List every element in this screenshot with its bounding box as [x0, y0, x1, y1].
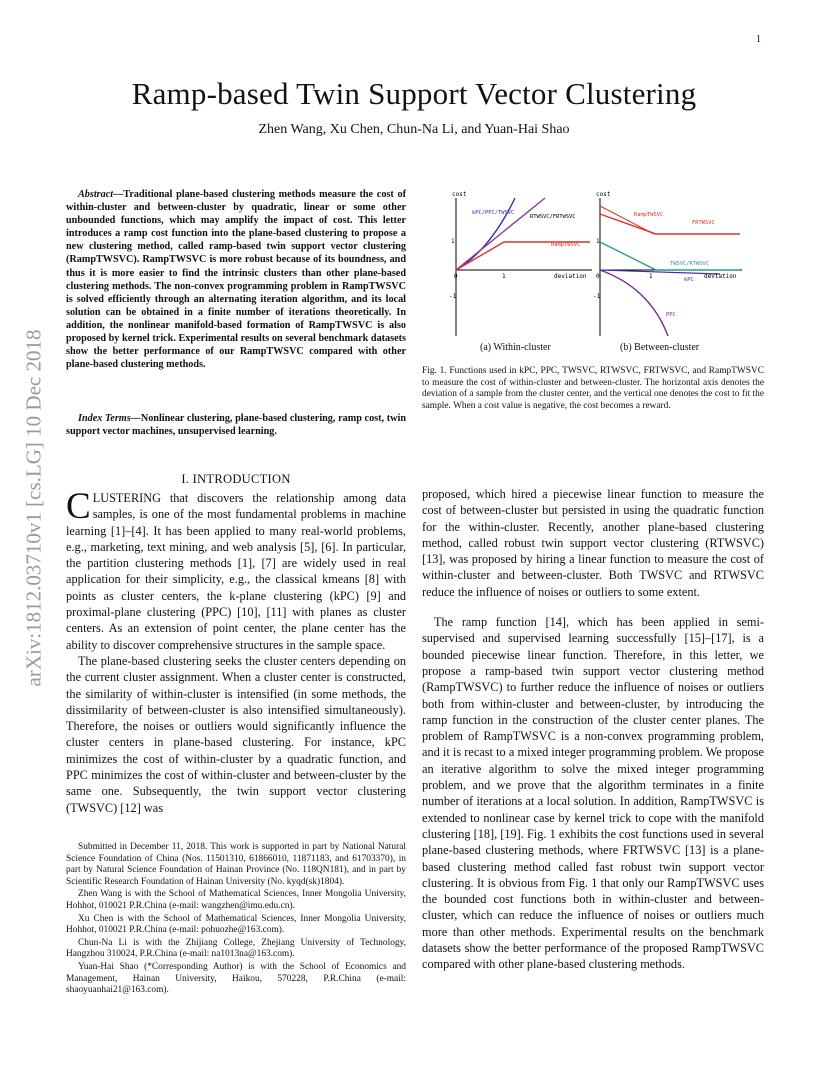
footnotes [66, 842, 406, 998]
dropcap: C [66, 486, 91, 527]
panel-b-tick-y-one: 1 [596, 238, 600, 245]
panel-a-xlabel: deviation [554, 273, 587, 280]
panel-a-curve-rtwsvc [456, 198, 545, 270]
panel-a-curve-kpc [456, 198, 515, 270]
section-heading-introduction: I. INTRODUCTION [181, 472, 291, 486]
panel-b-curve-ramp [600, 206, 740, 234]
panel-b-label-twsvc: TWSVC/RTWSVC [670, 261, 709, 267]
right-column-body [422, 486, 764, 973]
intro-paragraph-1-text: LUSTERING that discovers the relationship among data samples, is one of the most fundamental problems in machine learning [1]–[4]. It has been applied to many real-world problems, e.g., marketing, text mining, and web analysis [5], [6]. In particular, the partition clustering methods [1], [7] are widely used in real application for their simplicity, e.g., the classical kmeans [8] with points as cluster centers, the k-plane clustering (kPC) [9] and proximal-plane clustering (PPC) [10], [11] with planes as cluster centers. As an extension of point center, the plane center has the ability to discover comprehensive structures in the sample space. [66, 491, 406, 652]
panel-b-label-kpc: kPC [684, 277, 694, 283]
panel-b-tick-y-neg-one: -1 [593, 293, 601, 300]
intro-paragraph-1 [66, 486, 406, 653]
figure-1-plots [420, 188, 768, 358]
left-column-body [66, 486, 406, 816]
panel-b-ylabel: cost [596, 191, 611, 198]
panel-a-label-rtwsvc: RTWSVC/FRTWSVC [530, 214, 576, 220]
abstract-label: Abstract— [78, 189, 124, 200]
figure-caption: Fig. 1. Functions used in kPC, PPC, TWSVC, RTWSVC, FRTWSVC, and RampTWSVC to measure the cost of within-cluster and between-cluster. The horizontal axis denotes the deviation of a sample from the cluster center, and the vertical one denotes the cost to fit the sample. When a cost value is negative, the cost becomes a reward. [422, 366, 764, 411]
panel-a-ylabel: cost [452, 191, 467, 198]
panel-b-label-ramp: RampTWSVC [634, 212, 664, 218]
footnote-author-2: Xu Chen is with the School of Mathematical Sciences, Inner Mongolia University, Hohhot, 010021 P.R.China (e-mail: pohuozhe@163.com). [66, 913, 406, 936]
panel-a-within-cluster [449, 191, 592, 336]
panel-b-between-cluster [593, 191, 742, 336]
index-terms [66, 412, 406, 438]
panel-a-label-kpc: kPC/PPC/TWSVC [472, 210, 515, 216]
panel-b-subcaption: (b) Between-cluster [620, 342, 700, 353]
footnote-submission: Submitted in December 11, 2018. This work is supported in part by National Natural Science Foundation of China (Nos. 11501310, 61866010, 11871183, and 61703370), in part by Natural Science Foundation of Hainan Province (No. 118QN181), and in part by Scientific Research Foundation of Hainan University (No. kyqd(sk)1804). [66, 842, 406, 887]
figure-1 [420, 188, 768, 358]
panel-a-tick-x-one: 1 [502, 273, 506, 280]
abstract [66, 188, 406, 371]
author-list: Zhen Wang, Xu Chen, Chun-Na Li, and Yuan-Hai Shao [258, 122, 570, 137]
panel-b-curve-ppc [600, 270, 668, 336]
panel-a-tick-zero: 0 [454, 273, 458, 280]
abstract-text: Traditional plane-based clustering methods measure the cost of within-cluster and between-cluster by quadratic, linear or some other unbounded functions, which may amplify the impact of cost. This letter introduces a ramp cost function into the plane-based clustering to propose a new clustering method, called ramp-based twin support vector clustering (RampTWSVC). RampTWSVC is more robust because of its boundness, and thus it is more easier to find the intrinsic clusters than other plane-based clustering methods. The non-convex programming problem in RampTWSVC is solved efficiently through an alternating iteration algorithm, and its local solution can be obtained in a finite number of iterations theoretically. In addition, the nonlinear manifold-based formation of RampTWSVC is also proposed by kernel trick. Experimental results on several benchmark datasets show the better performance of our RampTWSVC compared with other plane-based clustering methods. [66, 189, 406, 371]
panel-a-subcaption: (a) Within-cluster [480, 342, 551, 353]
index-terms-label: Index Terms— [78, 413, 141, 424]
paper-title: Ramp-based Twin Support Vector Clustering [131, 76, 697, 111]
panel-b-label-ppc: PPC [666, 312, 676, 318]
panel-a-tick-y-one: 1 [451, 238, 455, 245]
intro-paragraph-2: The plane-based clustering seeks the cluster centers depending on the current cluster assignment. When a cluster center is constructed, the similarity of within-cluster is intensified (in some methods, the dissimilarity of between-cluster is also intensified simultaneously). Therefore, the noises or outliers would significantly influence the cluster centers in plane-based clustering. For instance, kPC minimizes the cost of within-cluster by a quadratic function, and PPC minimizes the cost of within-cluster and between-cluster by the same one. Subsequently, the twin support vector clustering (TWSVC) [12] was [66, 653, 406, 815]
arxiv-identifier-stamp [22, 258, 46, 758]
intro-paragraph-4: The ramp function [14], which has been applied in semi-supervised and supervised learning successfully [15]–[17], is a bounded piecewise linear function. Therefore, in this letter, we propose a ramp-based twin support vector clustering method (RampTWSVC) to further reduce the influence of noises or outliers both from within-cluster and between-cluster, by introducing the ramp function in the construction of the cluster center planes. The problem of RampTWSVC is a non-convex programming problem, and it is recast to a mixed integer programming problem. We propose an iterative algorithm to solve the mixed integer programming problem, and we prove that the algorithm terminates in a finite number of iterations at a local solution. In addition, RampTWSVC is extended to nonlinear case by kernel trick to cope with the manifold clustering [18], [19]. Fig. 1 exhibits the cost functions used in several plane-based clustering methods, where FRTWSVC [13] is a plane-based clustering method called fast robust twin support vector clustering. It is obvious from Fig. 1 that only our RampTWSVC uses the bounded cost functions both in within-cluster and between-cluster, which can reduce the influence of noises or outliers much more than other methods. Experimental results on the benchmark datasets show the better performance of the proposed RampTWSVC compared with other plane-based clustering methods. [422, 615, 764, 972]
intro-paragraph-3: proposed, which hired a piecewise linear function to measure the cost of between-cluster but persisted in using the quadratic function for the within-cluster. Recently, another plane-based clustering method, called robust twin support vector clustering (RTWSVC) [13], was proposed by hiring a linear function to measure the cost of within-cluster and between-cluster. Both TWSVC and RTWSVC reduce the influence of noises or outliers to some extent. [422, 487, 764, 599]
footnote-author-3: Chun-Na Li is with the Zhijiang College, Zhejiang University of Technology, Hangzhou 310024, P.R.China (e-mail: na1013na@163.com). [66, 937, 406, 960]
panel-b-tick-x-one: 1 [649, 273, 653, 280]
footnote-author-4: Yuan-Hai Shao (*Corresponding Author) is with the School of Economics and Management, Hainan University, Haikou, 570228, P.R.China (e-mail: shaoyuanhai21@163.com). [66, 961, 406, 996]
footnote-author-1: Zhen Wang is with the School of Mathematical Sciences, Inner Mongolia University, Hohhot, 010021 P.R.China (e-mail: wangzhen@imu.edu.cn). [66, 889, 406, 911]
index-terms-text: Nonlinear clustering, plane-based clustering, ramp cost, twin support vector machines, unsupervised learning. [66, 413, 406, 438]
panel-b-tick-zero: 0 [596, 273, 600, 280]
panel-a-label-ramp: RampTWSVC [551, 242, 581, 248]
panel-b-label-frtwsvc: FRTWSVC [692, 220, 715, 226]
panel-b-xlabel: deviation [704, 273, 737, 280]
page-number: 1 [756, 34, 761, 45]
panel-a-tick-y-neg-one: -1 [449, 293, 457, 300]
arxiv-stamp-text: arXiv:1812.03710v1 [cs.LG] 10 Dec 2018 [21, 329, 46, 687]
